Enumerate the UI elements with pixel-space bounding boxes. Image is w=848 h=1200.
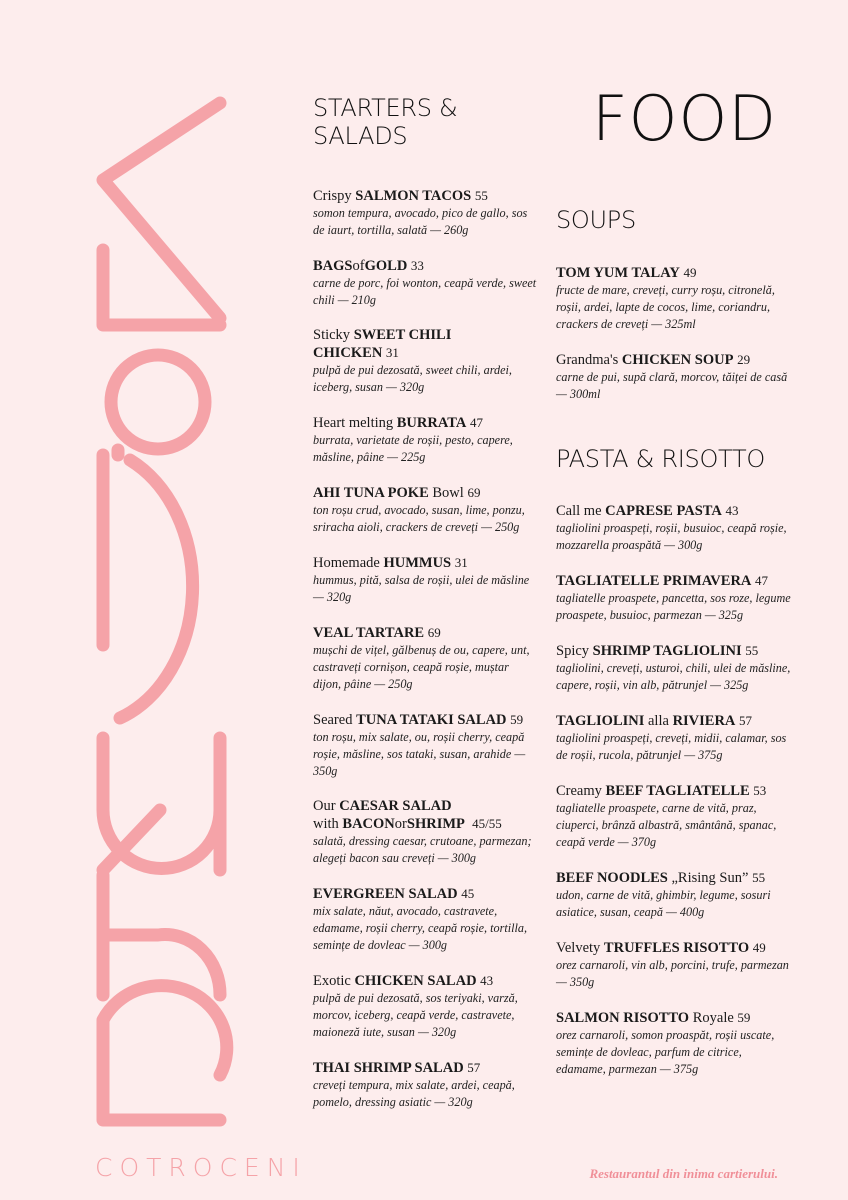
menu-item: Grandma's CHICKEN SOUP 29 carne de pui, supă clară, morcov, tăiței de casă — 300ml — [556, 352, 788, 402]
menu-item: Call me CAPRESE PASTA 43 tagliolini proaspeți, roșii, busuioc, ceapă roșie, mozzarella proaspătă — 300g — [556, 502, 787, 552]
menu-item: AHI TUNA POKE Bowl 69 ton roșu crud, avocado, susan, lime, ponzu, sriracha aioli, crackers de creveți — 250g — [313, 484, 525, 534]
menu-item: Heart melting BURRATA 47 burrata, varietate de roșii, pesto, capere, măsline, pâine — 225g — [313, 414, 513, 464]
menu-item: Exotic CHICKEN SALAD 43 pulpă de pui dezosată, sos teriyaki, varză, morcov, iceberg, ceapă verde, castravete, maioneză iute, susan — 320g — [313, 972, 518, 1039]
location-label: COTROCENI — [95, 1153, 307, 1182]
menu-item: VEAL TARTARE 69 mușchi de vițel, gălbenuș de ou, capere, unt, castraveți cornișon, ceapă roșie, muștar dijon, pâine — 250g — [313, 624, 530, 691]
menu-item: TOM YUM TALAY 49 fructe de mare, creveți, curry roșu, citronelă, roșii, ardei, lapte de cocos, lime, coriandru, crackers de creveți — 325ml — [556, 265, 775, 332]
tagline: Restaurantul din inima cartierului. — [589, 1166, 778, 1181]
menu-item: EVERGREEN SALAD 45 mix salate, năut, avocado, castravete, edamame, roșii cherry, ceapă roșie, tortilla, semințe de dovleac — 300g — [313, 885, 528, 952]
menu-item: BAGSofGOLD 33 carne de porc, foi wonton, ceapă verde, sweet chili — 210g — [313, 257, 537, 307]
pasta-heading: PASTA & RISOTTO — [556, 445, 765, 474]
menu-item: Homemade HUMMUS 31 hummus, pită, salsa de roșii, ulei de măsline — 320g — [313, 554, 530, 604]
logo-letter-e — [103, 875, 220, 995]
menu-item: Spicy SHRIMP TAGLIOLINI 55 tagliolini, creveți, usturoi, chili, ulei de măsline, capere, roșii, vin alb, pătrunjel — 325g — [556, 642, 791, 692]
soups-pasta-column — [556, 206, 791, 1096]
menu-item: Our CAESAR SALAD with BACONorSHRIMP 45/55 salată, dressing caesar, crutoane, parmezan; alegeți bacon sau creveți — 300g — [313, 797, 532, 865]
menu-item: Crispy SALMON TACOS 55 somon tempura, avocado, pico de gallo, sos de iaurt, tortilla, salată — 260g — [313, 187, 528, 237]
soups-heading: SOUPS — [556, 206, 636, 234]
menu-item: Seared TUNA TATAKI SALAD 59 ton roșu, mix salate, ou, roșii cherry, ceapă roșie, măsline, sos tataki, susan, arahide — 350g — [313, 711, 526, 778]
logo-letter-a — [103, 103, 220, 318]
logo-letter-r-bowl — [111, 355, 205, 449]
menu-item: TAGLIOLINI alla RIVIERA 57 tagliolini proaspeți, creveți, midii, calamar, sos de roșii, rucola, pătrunjel — 375g — [556, 712, 787, 762]
menu-item: SALMON RISOTTO Royale 59 orez carnaroli, somon proaspăt, roșii uscate, semințe de dovleac, parfum de citrice, edamame, parmezan — 375g — [556, 1009, 775, 1076]
starters-column — [313, 94, 538, 1129]
menu-item: BEEF NOODLES „Rising Sun” 55 udon, carne de vită, ghimbir, legume, sosuri asiatice, susan, ceapă — 400g — [556, 869, 771, 919]
logo-letter-p — [103, 986, 227, 1120]
menu-item: TAGLIATELLE PRIMAVERA 47 tagliatelle proaspete, pancetta, sos roze, legume proaspete, busuioc, parmezan — 325g — [556, 572, 791, 622]
menu-title: FOOD — [592, 82, 778, 155]
logo-letter-r-curve — [118, 450, 193, 718]
menu-item: THAI SHRIMP SALAD 57 creveți tempura, mix salate, ardei, ceapă, pomelo, dressing asiatic — 320g — [313, 1059, 515, 1109]
menu-item: Velvety TRUFFLES RISOTTO 49 orez carnaroli, vin alb, porcini, trufe, parmezan — 350g — [556, 939, 789, 989]
menu-item: Creamy BEEF TAGLIATELLE 53 tagliatelle proaspete, carne de vită, praz, ciuperci, brânză albastră, smântână, spanac, ceapă verde — 370g — [556, 782, 777, 849]
menu-item: Sticky SWEET CHILI CHICKEN 31 pulpă de pui dezosată, sweet chili, ardei, iceberg, susan — 320g — [313, 326, 512, 394]
starters-heading: STARTERS & SALADS — [313, 94, 458, 151]
